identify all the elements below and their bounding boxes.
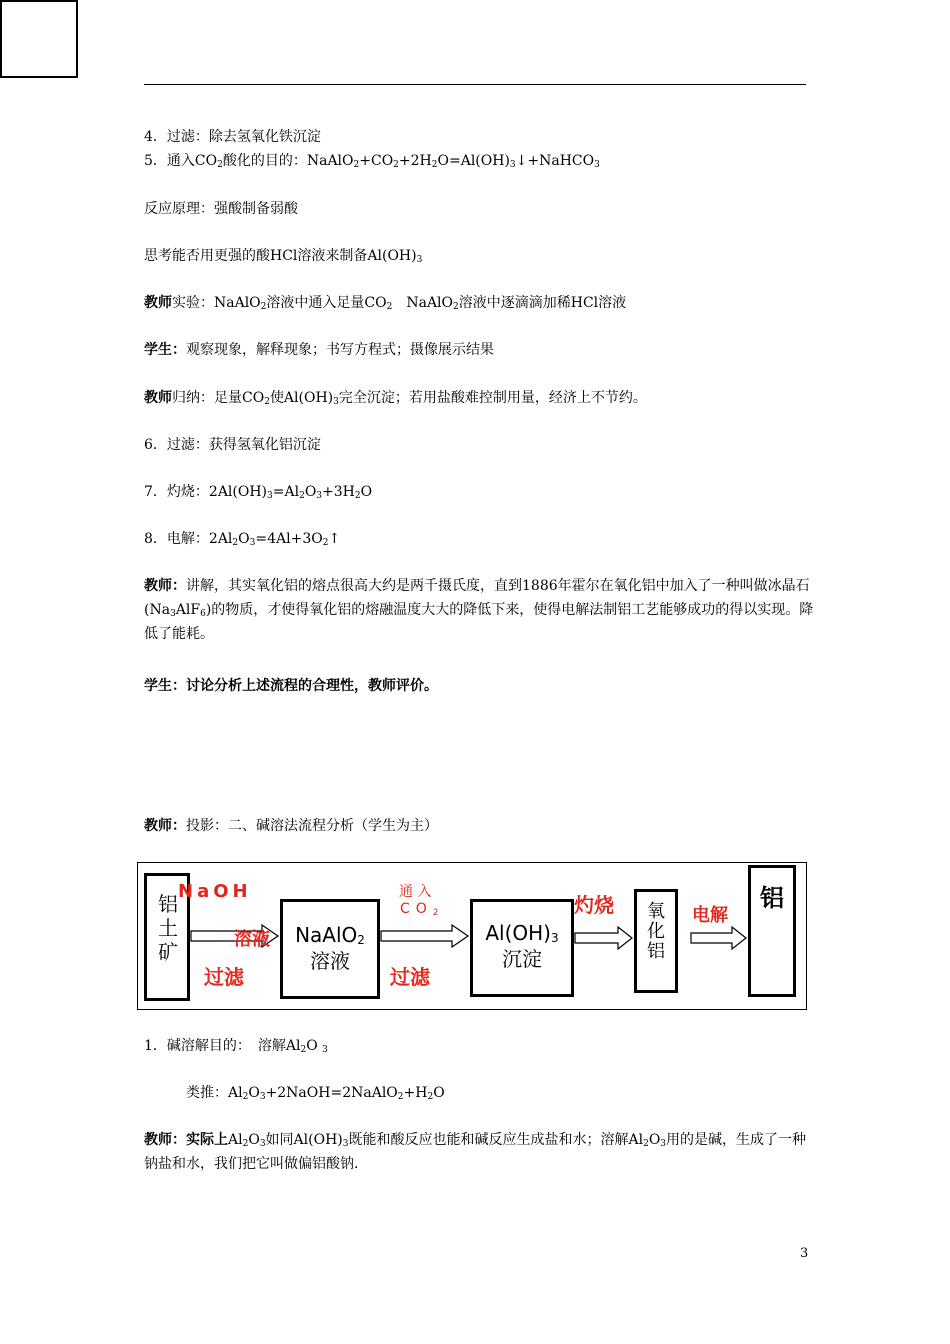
analogy: 类推：$Al_2O_3+2NaOH=2NaAlO_2+H_2O$: [186, 1085, 445, 1102]
teacher-explanation: 教师：讲解，其实氧化铝的熔点很高大约是两千摄氏度，直到1886年霍尔在氧化铝中加入了一种叫做冰晶石$(Na_3AlF_6)$的物质，才使得氧化铝的熔融温度大大的降低下来，使得电解法制铝工艺能够成功的得以实现。降低了能耗。: [144, 578, 814, 642]
teacher-experiment: 教师实验：NaAlO$_2$溶液中通入足量$CO_2$ NaAlO$_2$溶液中逐滴滴加稀HCl溶液: [144, 295, 627, 312]
naalo2-box: NaAlO$_2$ 溶液: [280, 899, 380, 999]
step-7: 7．灼烧：$2Al(OH)_3=Al_2O_3+3H_2O$: [144, 484, 373, 501]
arrow-3: [574, 925, 634, 951]
student-observe: 学生：观察现象，解释现象；书写方程式；摄像展示结果: [144, 342, 494, 358]
step-4: 4．过滤：除去氢氧化铁沉淀: [144, 129, 321, 145]
page-number: 3: [800, 1246, 809, 1261]
teacher-summary: 教师归纳：足量$CO_2$使$Al(OH)_3$完全沉淀；若用盐酸难控制用量，经济上不节约。: [144, 390, 647, 407]
filter-label-2: 过滤: [390, 965, 430, 989]
alkali-dissolve-purpose: 1．碱溶解目的： 溶解$Al_2O$ $_3$: [144, 1038, 328, 1055]
ore-box: 铝土矿: [144, 873, 190, 1001]
header-rule: [144, 84, 806, 85]
co2-label: $CO_2$: [400, 901, 445, 918]
reaction-principle: 反应原理：强酸制备弱酸: [144, 201, 298, 217]
alumina-box: 氧化铝: [634, 889, 678, 993]
teacher-actual: 教师：实际上$Al_2O_3$如同$Al(OH)_3$既能和酸反应也能和碱反应生成盐和水；溶解$Al_2O_3$用的是碱，生成了一种钠盐和水，我们把它叫做偏铝酸钠.: [144, 1132, 807, 1172]
student-discussion: 学生：讨论分析上述流程的合理性，教师评价。: [144, 678, 438, 694]
filter-label-1: 过滤: [204, 965, 244, 989]
solution-label: 溶液: [234, 929, 270, 950]
pass-in-label: 通 入: [399, 884, 432, 900]
aloh3-box: $Al(OH)_3$ 沉淀: [470, 899, 574, 997]
arrow-2: [380, 923, 470, 949]
burn-label: 灼烧: [574, 893, 614, 917]
flow-diagram: [137, 862, 807, 1010]
corner-box: [0, 0, 78, 78]
step-6: 6．过滤：获得氢氧化铝沉淀: [144, 437, 321, 453]
electrolysis-label: 电解: [692, 905, 728, 926]
teacher-projection: 教师：投影：二、碱溶法流程分析（学生为主）: [144, 818, 438, 834]
step-8: 8．电解：$2Al_2O_3=4Al+3O_2↑$: [144, 531, 341, 548]
aluminum-box: 铝: [748, 865, 796, 997]
thinking-question: 思考能否用更强的酸HCl溶液来制备$Al(OH)_3$: [144, 248, 423, 265]
naoh-label: NaOH: [178, 881, 252, 902]
arrow-4: [690, 925, 748, 951]
step-5: 5．通入$CO_2$酸化的目的：$NaAlO_2+CO_2+2H_2O=Al(OH)_3↓+NaHCO_3$: [144, 153, 600, 170]
